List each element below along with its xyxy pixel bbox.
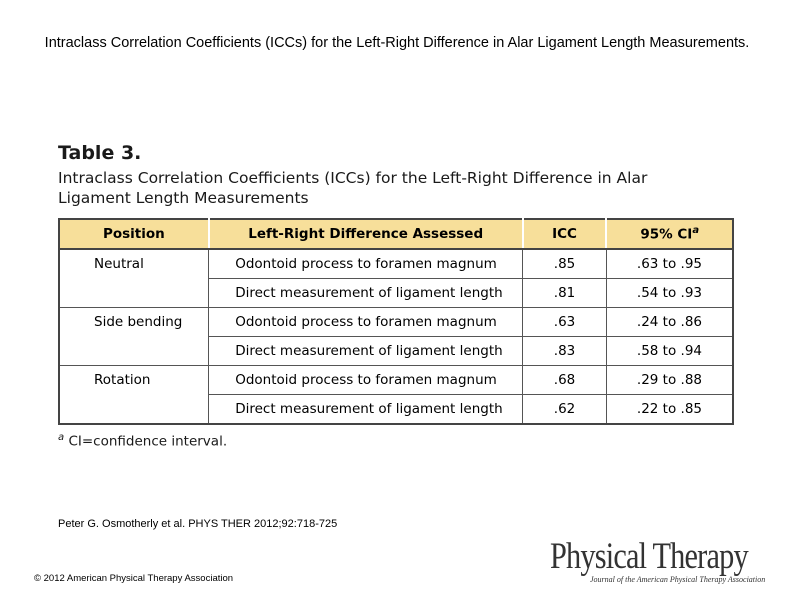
assessed-cell: Odontoid process to foramen magnum (209, 308, 523, 337)
ci-cell: .63 to .95 (606, 249, 733, 279)
header-ci (606, 219, 733, 249)
header-assessed: Left-Right Difference Assessed (209, 219, 523, 249)
logo-title: Physical Therapy (550, 536, 748, 577)
assessed-cell: Direct measurement of ligament length (209, 279, 523, 308)
icc-table (58, 218, 734, 425)
position-cell: Side bending (59, 308, 209, 366)
assessed-cell: Odontoid process to foramen magnum (209, 366, 523, 395)
ci-cell: .54 to .93 (606, 279, 733, 308)
table-row (59, 249, 733, 279)
assessed-cell: Direct measurement of ligament length (209, 337, 523, 366)
header-icc: ICC (523, 219, 607, 249)
table-row (59, 366, 733, 395)
icc-cell: .63 (523, 308, 607, 337)
citation: Peter G. Osmotherly et al. PHYS THER 2012;92:718-725 (58, 518, 338, 530)
assessed-cell: Direct measurement of ligament length (209, 395, 523, 425)
position-cell: Rotation (59, 366, 209, 425)
icc-cell: .83 (523, 337, 607, 366)
icc-cell: .85 (523, 249, 607, 279)
ci-cell: .24 to .86 (606, 308, 733, 337)
icc-cell: .68 (523, 366, 607, 395)
table-caption: Intraclass Correlation Coefficients (ICCs) for the Left-Right Difference in Alar Ligament Length Measurements (58, 169, 648, 207)
ci-cell: .29 to .88 (606, 366, 733, 395)
logo-subtitle: Journal of the American Physical Therapy Association (590, 575, 766, 584)
footnote-mark: a (58, 432, 65, 443)
icc-cell: .62 (523, 395, 607, 425)
footnote-text: CI=confidence interval. (68, 433, 228, 450)
copyright: © 2012 American Physical Therapy Association (34, 573, 234, 584)
table-heading: Table 3. (58, 142, 142, 164)
journal-logo (550, 538, 782, 586)
table-header-row (59, 219, 733, 249)
assessed-cell: Odontoid process to foramen magnum (209, 249, 523, 279)
header-ci-footnote-mark: a (692, 225, 700, 237)
table-footnote (58, 432, 227, 450)
ci-cell: .22 to .85 (606, 395, 733, 425)
header-ci-label: 95% CI (640, 226, 693, 243)
icc-cell: .81 (523, 279, 607, 308)
slide-title: Intraclass Correlation Coefficients (ICCs) for the Left-Right Difference in Alar Ligament Length Measurements. (44, 35, 750, 51)
table-row (59, 308, 733, 337)
position-cell: Neutral (59, 249, 209, 308)
ci-cell: .58 to .94 (606, 337, 733, 366)
header-position: Position (59, 219, 209, 249)
